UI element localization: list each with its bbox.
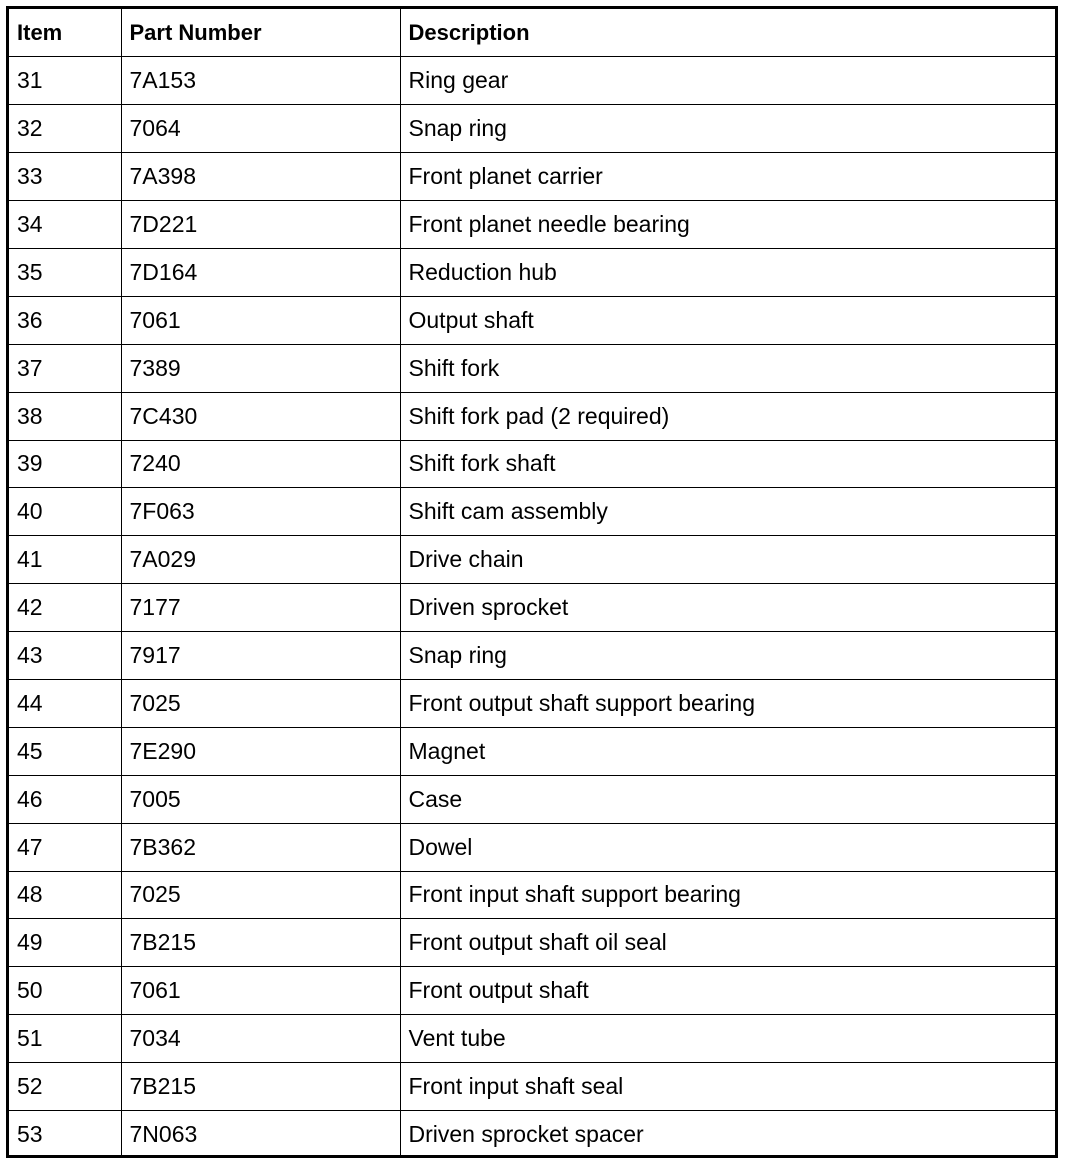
table-row	[9, 1015, 1055, 1063]
item-number-cell: 50	[9, 967, 121, 1015]
part-number-cell: 7061	[121, 296, 400, 344]
description-cell: Snap ring	[400, 105, 1055, 153]
table-row	[9, 153, 1055, 201]
description-cell: Case	[400, 775, 1055, 823]
item-number-cell: 53	[9, 1110, 121, 1158]
description-cell: Shift fork	[400, 344, 1055, 392]
part-number-cell: 7005	[121, 775, 400, 823]
description-cell: Shift fork shaft	[400, 440, 1055, 488]
part-number-cell: 7034	[121, 1015, 400, 1063]
part-number-cell: 7B362	[121, 823, 400, 871]
item-number-cell: 35	[9, 248, 121, 296]
table-row	[9, 201, 1055, 249]
table-row	[9, 344, 1055, 392]
description-cell: Reduction hub	[400, 248, 1055, 296]
table-row	[9, 919, 1055, 967]
table-row	[9, 823, 1055, 871]
part-number-cell: 7240	[121, 440, 400, 488]
table-row	[9, 967, 1055, 1015]
parts-table	[9, 9, 1055, 1158]
part-number-cell: 7D164	[121, 248, 400, 296]
parts-table-frame	[6, 6, 1058, 1158]
item-number-cell: 39	[9, 440, 121, 488]
table-row	[9, 248, 1055, 296]
item-number-cell: 34	[9, 201, 121, 249]
description-cell: Front output shaft support bearing	[400, 679, 1055, 727]
table-row	[9, 105, 1055, 153]
table-body	[9, 57, 1055, 1158]
description-cell: Front planet needle bearing	[400, 201, 1055, 249]
table-row	[9, 488, 1055, 536]
item-number-cell: 33	[9, 153, 121, 201]
item-number-cell: 51	[9, 1015, 121, 1063]
item-number-cell: 42	[9, 584, 121, 632]
part-number-cell: 7F063	[121, 488, 400, 536]
part-number-cell: 7C430	[121, 392, 400, 440]
table-row	[9, 440, 1055, 488]
description-cell: Shift fork pad (2 required)	[400, 392, 1055, 440]
item-number-cell: 36	[9, 296, 121, 344]
table-row	[9, 392, 1055, 440]
description-cell: Ring gear	[400, 57, 1055, 105]
description-cell: Shift cam assembly	[400, 488, 1055, 536]
table-header-row	[9, 9, 1055, 57]
description-cell: Vent tube	[400, 1015, 1055, 1063]
item-number-cell: 40	[9, 488, 121, 536]
part-number-cell: 7B215	[121, 1063, 400, 1111]
description-cell: Front output shaft oil seal	[400, 919, 1055, 967]
description-cell: Dowel	[400, 823, 1055, 871]
description-cell: Front output shaft	[400, 967, 1055, 1015]
description-cell: Magnet	[400, 727, 1055, 775]
item-number-cell: 37	[9, 344, 121, 392]
item-number-cell: 45	[9, 727, 121, 775]
item-number-cell: 44	[9, 679, 121, 727]
description-cell: Output shaft	[400, 296, 1055, 344]
description-cell: Snap ring	[400, 632, 1055, 680]
item-number-cell: 47	[9, 823, 121, 871]
item-number-cell: 41	[9, 536, 121, 584]
part-number-cell: 7917	[121, 632, 400, 680]
part-number-cell: 7D221	[121, 201, 400, 249]
part-number-cell: 7177	[121, 584, 400, 632]
table-row	[9, 1063, 1055, 1111]
part-number-cell: 7B215	[121, 919, 400, 967]
item-number-cell: 48	[9, 871, 121, 919]
table-row	[9, 775, 1055, 823]
part-number-cell: 7E290	[121, 727, 400, 775]
part-number-cell: 7389	[121, 344, 400, 392]
part-number-cell: 7A398	[121, 153, 400, 201]
description-cell: Driven sprocket spacer	[400, 1110, 1055, 1158]
table-row	[9, 632, 1055, 680]
table-row	[9, 536, 1055, 584]
table-row	[9, 584, 1055, 632]
item-number-cell: 43	[9, 632, 121, 680]
part-number-cell: 7A153	[121, 57, 400, 105]
description-cell: Driven sprocket	[400, 584, 1055, 632]
part-number-cell: 7064	[121, 105, 400, 153]
part-number-cell: 7A029	[121, 536, 400, 584]
item-number-cell: 31	[9, 57, 121, 105]
table-row	[9, 296, 1055, 344]
description-cell: Front planet carrier	[400, 153, 1055, 201]
table-row	[9, 727, 1055, 775]
table-row	[9, 1110, 1055, 1158]
item-number-cell: 32	[9, 105, 121, 153]
part-number-cell: 7N063	[121, 1110, 400, 1158]
item-number-cell: 52	[9, 1063, 121, 1111]
table-row	[9, 679, 1055, 727]
item-number-cell: 38	[9, 392, 121, 440]
description-cell: Front input shaft support bearing	[400, 871, 1055, 919]
column-header-description: Description	[400, 9, 1055, 57]
description-cell: Drive chain	[400, 536, 1055, 584]
part-number-cell: 7025	[121, 871, 400, 919]
table-row	[9, 871, 1055, 919]
part-number-cell: 7025	[121, 679, 400, 727]
item-number-cell: 49	[9, 919, 121, 967]
column-header-item: Item	[9, 9, 121, 57]
part-number-cell: 7061	[121, 967, 400, 1015]
item-number-cell: 46	[9, 775, 121, 823]
column-header-part-number: Part Number	[121, 9, 400, 57]
table-row	[9, 57, 1055, 105]
description-cell: Front input shaft seal	[400, 1063, 1055, 1111]
